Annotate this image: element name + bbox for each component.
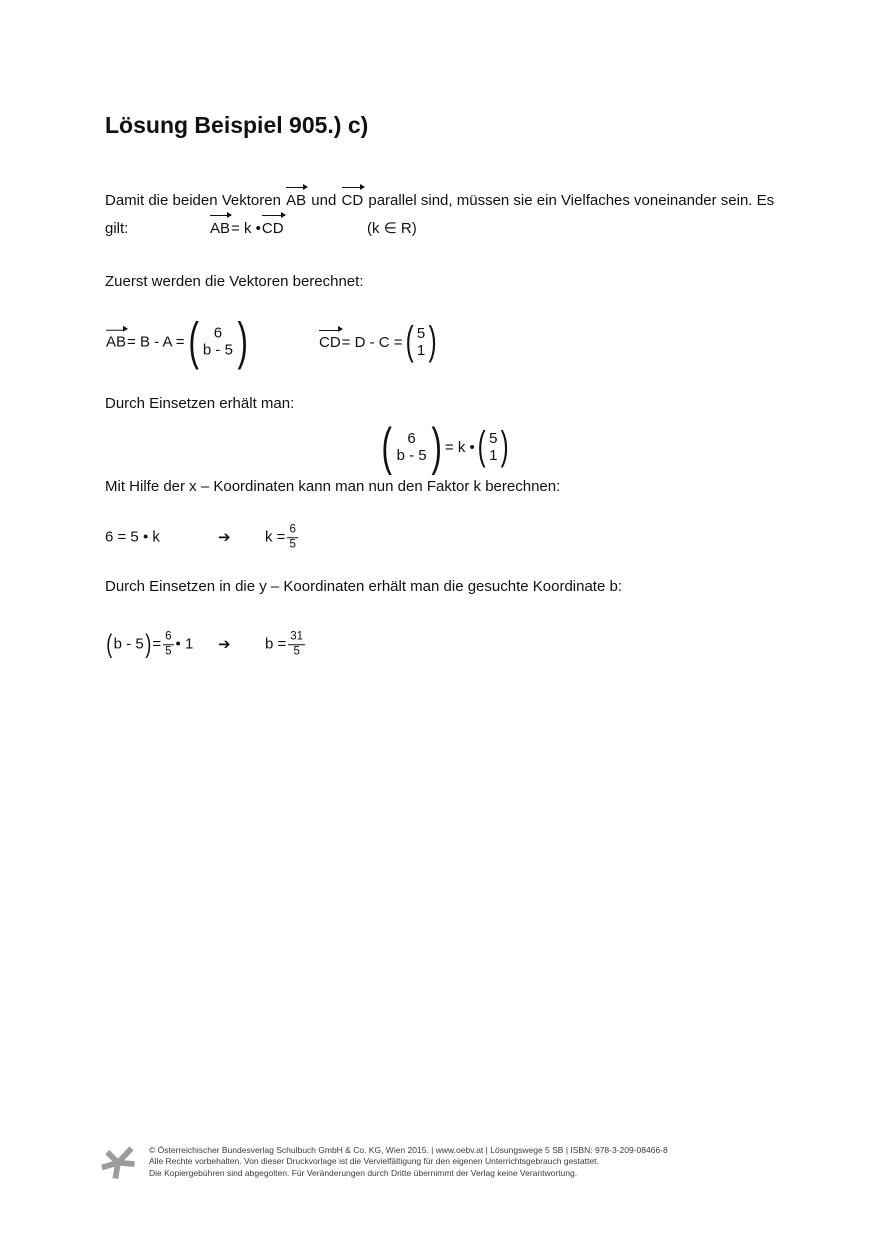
- vector-entries: [416, 325, 426, 359]
- footer-line-copyright: © Österreichischer Bundesverlag Schulbuch GmbH & Co. KG, Wien 2015. | www.oebv.at | Lösungswege 5 SB | ISBN: 978-3-209-08466-8: [149, 1145, 668, 1155]
- paren-term: b - 5: [113, 635, 144, 653]
- left-paren: (: [188, 312, 199, 371]
- vector-entry-y: 1: [416, 342, 426, 359]
- vector-entry-x: 6: [407, 429, 416, 447]
- vector-ab: AB: [210, 220, 231, 237]
- b-equation: [105, 630, 193, 658]
- vector-cd: CD: [261, 220, 284, 237]
- k-result-lhs: k =: [265, 528, 286, 546]
- equation-cd-lhs: = D - C =: [341, 333, 403, 351]
- fraction-numerator: 31: [288, 630, 305, 645]
- equation-mid: = k •: [444, 438, 475, 456]
- k-domain: (k ∈ R): [367, 220, 417, 237]
- fraction-31-5: [288, 630, 305, 658]
- footer-text: [149, 1142, 668, 1179]
- vector-entry-x: 5: [416, 325, 426, 342]
- left-paren: (: [381, 417, 393, 476]
- intro-line-1: [105, 191, 774, 211]
- k-equation: 6 = 5 • k: [105, 528, 160, 546]
- fraction-6-5: [163, 630, 173, 658]
- footer-line-fees: Die Kopiergebühren sind abgegolten. Für Veränderungen durch Dritte übernimmt der Verlag keine Verantwortung.: [149, 1167, 578, 1178]
- vector-cd: CD: [319, 333, 341, 351]
- fraction-numerator: 6: [163, 630, 173, 645]
- right-paren: ): [431, 417, 442, 476]
- vector-entries: [488, 430, 498, 464]
- step2-heading: Durch Einsetzen erhält man:: [105, 395, 295, 412]
- left-paren: (: [477, 424, 486, 469]
- right-paren: ): [428, 319, 437, 364]
- oebv-asterisk-logo-icon: [100, 1143, 136, 1181]
- column-vector-ab: [185, 312, 252, 371]
- right-paren: ): [501, 424, 510, 469]
- equation-ab-lhs: = B - A =: [127, 333, 185, 351]
- equation-ab: [105, 312, 251, 371]
- vector-entry-x: 5: [489, 430, 498, 447]
- fraction-denominator: 5: [289, 538, 296, 551]
- intro-text-post: parallel sind, müssen sie ein Vielfaches voneinander sein. Es: [364, 192, 775, 209]
- vector-ab: AB: [106, 333, 127, 351]
- page-footer: [100, 1142, 668, 1181]
- intro-line-2: [105, 219, 805, 239]
- vector-entry-y: b - 5: [396, 446, 427, 464]
- gilt-label: gilt:: [105, 220, 129, 237]
- left-paren: (: [106, 628, 113, 659]
- column-vector-left: [378, 417, 445, 476]
- vector-ab: AB: [286, 192, 307, 209]
- intro-text-and: und: [307, 192, 341, 209]
- step3-heading: Mit Hilfe der x – Koordinaten kann man nun den Faktor k berechnen:: [105, 478, 561, 495]
- step3-equation-row: [105, 520, 605, 554]
- vector-entries: [202, 325, 234, 359]
- fraction-numerator: 6: [287, 523, 297, 538]
- k-result: [265, 523, 300, 551]
- parallel-condition-equation: [209, 219, 285, 239]
- b-result: [265, 630, 307, 658]
- right-paren: ): [237, 312, 248, 371]
- fraction-denominator: 5: [293, 645, 300, 658]
- vector-entry-x: 6: [213, 324, 223, 342]
- substituted-equation: [0, 417, 890, 476]
- fraction-denominator: 5: [165, 645, 172, 658]
- left-paren: (: [405, 319, 414, 364]
- step1-equations-row: [105, 312, 785, 371]
- implies-arrow-icon: ➔: [218, 636, 231, 653]
- vector-entry-y: b - 5: [202, 341, 233, 359]
- substituted-equation-inner: [378, 417, 512, 476]
- footer-line-rights: Alle Rechte vorbehalten. Von dieser Druckvorlage ist die Vervielfältigung für den eigenen Unterrichtsgebrauch gestattet.: [149, 1156, 599, 1167]
- times-one: • 1: [175, 635, 194, 653]
- column-vector-right: [475, 424, 512, 469]
- vector-entry-y: 1: [489, 447, 498, 464]
- fraction-6-5: [287, 523, 297, 551]
- equals-sign: =: [152, 635, 162, 653]
- vector-cd: CD: [341, 192, 364, 209]
- column-vector-cd: [403, 319, 440, 364]
- right-paren: ): [144, 628, 152, 659]
- step4-equation-row: [105, 624, 605, 664]
- intro-text-pre: Damit die beiden Vektoren: [105, 192, 286, 209]
- equation-mid: = k •: [231, 220, 261, 237]
- equation-cd: [318, 319, 440, 364]
- step4-heading: Durch Einsetzen in die y – Koordinaten erhält man die gesuchte Koordinate b:: [105, 578, 622, 595]
- step1-heading: Zuerst werden die Vektoren berechnet:: [105, 273, 364, 290]
- vector-entries: [396, 430, 428, 464]
- b-result-lhs: b =: [265, 635, 287, 653]
- page-title: Lösung Beispiel 905.) c): [105, 112, 369, 138]
- implies-arrow-icon: ➔: [218, 529, 231, 546]
